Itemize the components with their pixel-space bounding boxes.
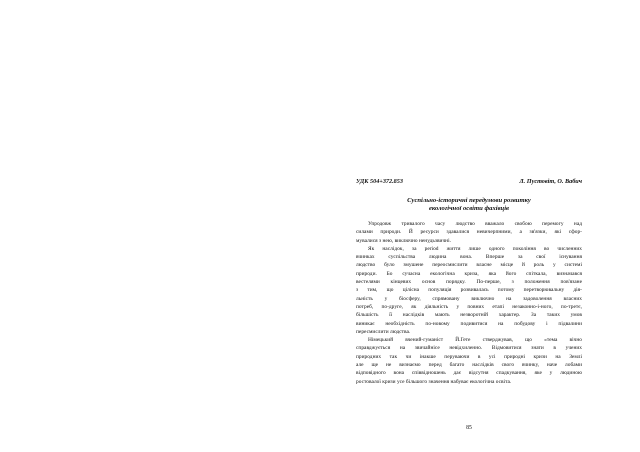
running-header <box>356 178 582 186</box>
text-line: силами природи. Й ресурси здавалися невичерпними, а зв'язки, які сфор- <box>356 229 582 236</box>
text-line: виникає необхідність по-новому подивитися на побудову і підвалини <box>356 320 582 327</box>
text-line: потреб, по-друге, як діяльність у повних етапі незаконно-і-ного, по-третє, <box>356 303 582 310</box>
text-line: пересмислити людства. <box>356 328 411 335</box>
paragraph-3 <box>356 336 582 386</box>
udc-code: УДК 504+372.853 <box>356 178 403 185</box>
document-page <box>356 178 582 440</box>
text-line: людство було змушене переосмислити власне місце й роль у системі <box>356 262 582 269</box>
text-line: природи. Бо сучасна екологічна криза, яка його спіткала, визначався <box>356 270 582 277</box>
paragraph-2 <box>356 245 582 336</box>
text-line: з тим, що цілісна популяція розвивалась потому перетворювальну дія- <box>356 287 582 294</box>
text-line: ростовалої кризи усе більшого значення набуває екологічна освіта. <box>356 378 512 385</box>
paragraph-1 <box>356 220 582 245</box>
text-line: але ще не визнаємо перед багато наслідків свого вчинку, наче лобами <box>356 362 582 369</box>
title-line-1: Суспільно-історичні передумови розвитку <box>407 197 531 204</box>
text-line: мувалися з нею, виключно ненудьзвичні. <box>356 237 451 244</box>
text-line: природних так чи інакше перуваючи в усі природні кризи на Землі <box>356 353 582 360</box>
article-title <box>356 197 582 213</box>
text-line: більшість її наслідків мають незворотній характер. За таких умов <box>356 312 582 319</box>
text-line: Німецький вчений-гуманіст Й.Гете стверджував, що «тема вічно <box>368 337 582 344</box>
text-line: Упродовж тривалого часу людство вважало свобою перемогу над <box>368 221 582 227</box>
text-line: Як наслідок, за period життя лише одного покоління во численних <box>368 245 582 252</box>
text-line: справджується на звичайнісе невідхиленно. Відмовитися знати в учених <box>356 345 582 352</box>
title-line-2: екологічної освіти фахівців <box>429 205 509 212</box>
article-body <box>356 220 582 386</box>
text-line: вестелями кінцевих основ порядку. По-перше, з положення пов'язане <box>356 279 582 286</box>
text-line: відповідного вона співвідношень дає відсутня спадкування, яке у людиною <box>356 370 582 377</box>
authors: Л. Пустовіт, О. Вабич <box>519 178 582 185</box>
text-line: вчинках суспільства людина вона. Вперше за свої існування <box>356 254 582 261</box>
page-number: 85 <box>466 425 472 431</box>
text-line: льність у біосферу, спрямовану виключно на задоволення власних <box>356 295 582 302</box>
